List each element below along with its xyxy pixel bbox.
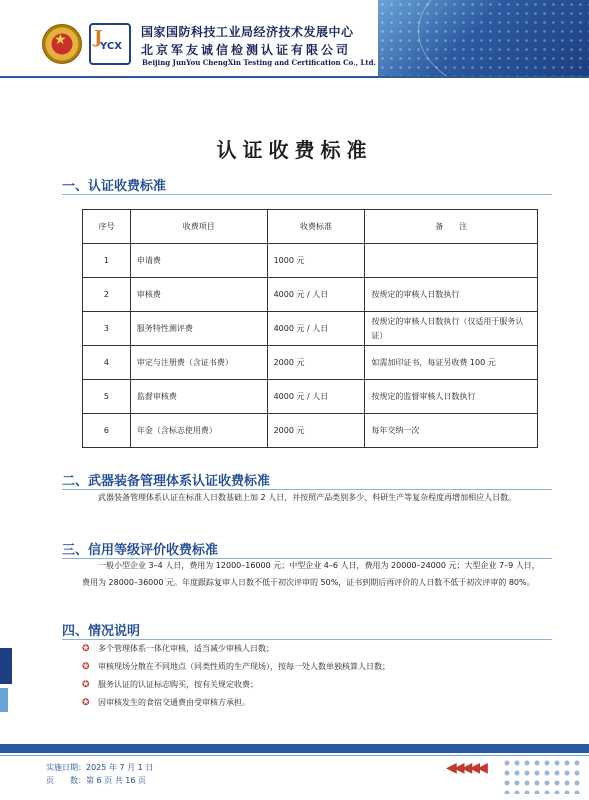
fee-note: 按规定的审核人日数执行 [365,278,538,312]
fee-note [365,244,538,278]
fee-item: 年金（含标志使用费） [130,414,267,448]
section-divider-1 [62,194,552,195]
chevron-left-icon: ◀◀◀◀◀ [446,760,485,776]
section-heading-3: 三、信用等级评价收费标准 [62,543,219,558]
column-header: 序号 [83,210,131,244]
fee-amount: 2000 元 [267,346,365,380]
fee-amount: 2000 元 [267,414,365,448]
fee-item: 监督审核费 [130,380,267,414]
row-number: 6 [83,414,131,448]
fee-note: 按规定的监督审核人日数执行 [365,380,538,414]
fee-note: 如需加印证书，每证另收费 100 元 [365,346,538,380]
column-header: 收费项目 [130,210,267,244]
row-number: 5 [83,380,131,414]
row-number: 1 [83,244,131,278]
company-logo [89,23,131,65]
table-header-row [83,210,538,244]
fee-amount: 4000 元 / 人日 [267,278,365,312]
fee-amount: 4000 元 / 人日 [267,312,365,346]
row-number: 4 [83,346,131,380]
header-divider [0,76,589,78]
fee-amount: 1000 元 [267,244,365,278]
effective-date: 实施日期：2025 年 7 月 1 日 [46,763,154,772]
row-number: 3 [83,312,131,346]
logo-text: YCX [100,41,122,52]
fee-item: 审核费 [130,278,267,312]
note-text: 审核现场分散在不同地点（同类性质的生产现场），按每一处人数单独核算人日数； [98,662,390,671]
section-3-text: 一般小型企业 3–4 人日，费用为 12000–16000 元；中型企业 4–6 人日，费用为 20000–24000 元；大型企业 7–9 人日，费用为 28000–36000 元。年度跟踪复审人日数不低于初次评审的 50%，证书到期后再评价的人日数不低于初次评审的 80%。 [82,561,540,587]
org-name-cn-1: 国家国防科技工业局经济技术发展中心 [141,25,354,39]
section-heading-1: 一、认证收费标准 [62,179,167,194]
list-item [82,676,542,694]
section-heading-4: 四、情况说明 [62,624,141,639]
fee-amount: 4000 元 / 人日 [267,380,365,414]
table-row [83,244,538,278]
fee-table [82,209,538,448]
table-row [83,414,538,448]
fee-note: 每年交纳一次 [365,414,538,448]
table-row [83,278,538,312]
page-header [0,0,589,76]
section-heading-2: 二、武器装备管理体系认证收费标准 [62,474,271,489]
notes-list [82,640,542,712]
star-icon: ✪ [82,662,90,672]
fee-item: 申请费 [130,244,267,278]
section-2-text: 武器装备管理体系认证在标准人日数基础上加 2 人日，并按照产品类别多少、科研生产等复杂程度再增加相应人日数。 [98,493,517,502]
decor-bar-dark [0,648,12,684]
org-name-en: Beijing JunYou ChengXin Testing and Certification Co., Ltd. [142,58,376,67]
dot-grid-decoration [502,758,582,794]
column-header: 备 注 [365,210,538,244]
table-row [83,312,538,346]
emblem-logo [42,24,82,64]
page-title: 认证收费标准 [216,138,373,162]
star-icon: ★ [54,32,67,48]
star-icon: ✪ [82,698,90,708]
table-row [83,380,538,414]
footer-divider [0,755,589,756]
star-icon: ✪ [82,644,90,654]
side-decoration [0,648,16,708]
fee-note: 按规定的审核人日数执行（仅适用于服务认证） [365,312,538,346]
page-count: 页 数：第 6 页 共 16 页 [46,776,146,785]
list-item [82,694,542,712]
list-item [82,658,542,676]
header-decoration [378,0,589,76]
note-text: 服务认证的认证标志购买，按有关规定收费； [98,680,258,689]
fee-item: 服务特性测评费 [130,312,267,346]
row-number: 2 [83,278,131,312]
arc-decoration [418,0,589,76]
note-text: 因审核发生的食宿交通费由受审核方承担。 [98,698,250,707]
star-icon: ✪ [82,680,90,690]
org-name-cn-2: 北京军友诚信检测认证有限公司 [141,43,352,57]
list-item [82,640,542,658]
logo-letter: J [94,27,103,48]
column-header: 收费标准 [267,210,365,244]
note-text: 多个管理体系一体化审核，适当减少审核人日数； [98,644,274,653]
table-row [83,346,538,380]
fee-item: 审定与注册费（含证书费） [130,346,267,380]
decor-bar-light [0,688,8,712]
footer-band [0,744,589,753]
